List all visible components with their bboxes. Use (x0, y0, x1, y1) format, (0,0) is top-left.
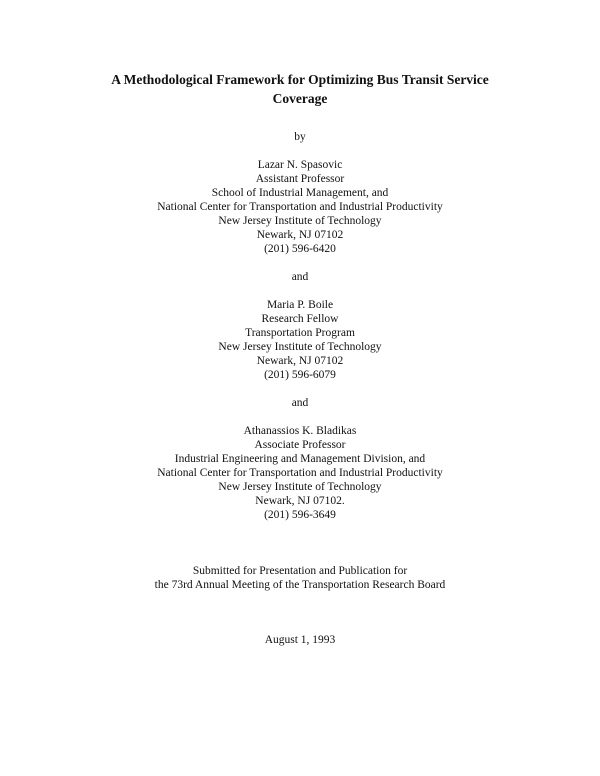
author-3-institution: New Jersey Institute of Technology (218, 481, 382, 493)
paper-title (60, 70, 540, 108)
author-1-affiliation-2: National Center for Transportation and Industrial Productivity (157, 201, 443, 213)
submission-line-1: Submitted for Presentation and Publication for (192, 565, 408, 577)
and-separator-1: and (291, 271, 309, 283)
submission-date: August 1, 1993 (264, 634, 336, 646)
author-2-program: Transportation Program (245, 327, 355, 339)
submission-line-2: the 73rd Annual Meeting of the Transportation Research Board (154, 579, 446, 591)
by-label: by (294, 131, 306, 143)
author-3-name: Athanassios K. Bladikas (243, 425, 357, 437)
author-1-address: Newark, NJ 07102 (256, 229, 344, 241)
author-3-address: Newark, NJ 07102. (255, 495, 345, 507)
author-1-phone: (201) 596-6420 (264, 243, 336, 255)
author-2-name: Maria P. Boile (266, 299, 334, 311)
author-2-title: Research Fellow (261, 313, 339, 325)
author-3-title: Associate Professor (254, 439, 346, 451)
author-3-phone: (201) 596-3649 (264, 509, 336, 521)
author-1-institution: New Jersey Institute of Technology (218, 215, 382, 227)
author-1-affiliation-1: School of Industrial Management, and (211, 187, 389, 199)
author-2-phone: (201) 596-6079 (264, 369, 336, 381)
and-separator-2: and (291, 397, 309, 409)
author-2-address: Newark, NJ 07102 (256, 355, 344, 367)
author-2-institution: New Jersey Institute of Technology (218, 341, 382, 353)
paper-title-line-2: Coverage (272, 91, 328, 106)
author-3-affiliation-1: Industrial Engineering and Management Division, and (174, 453, 426, 465)
author-1-title: Assistant Professor (255, 173, 345, 185)
author-3-affiliation-2: National Center for Transportation and Industrial Productivity (157, 467, 443, 479)
paper-title-line-1: A Methodological Framework for Optimizing Bus Transit Service (111, 72, 489, 87)
author-1-name: Lazar N. Spasovic (257, 159, 343, 171)
